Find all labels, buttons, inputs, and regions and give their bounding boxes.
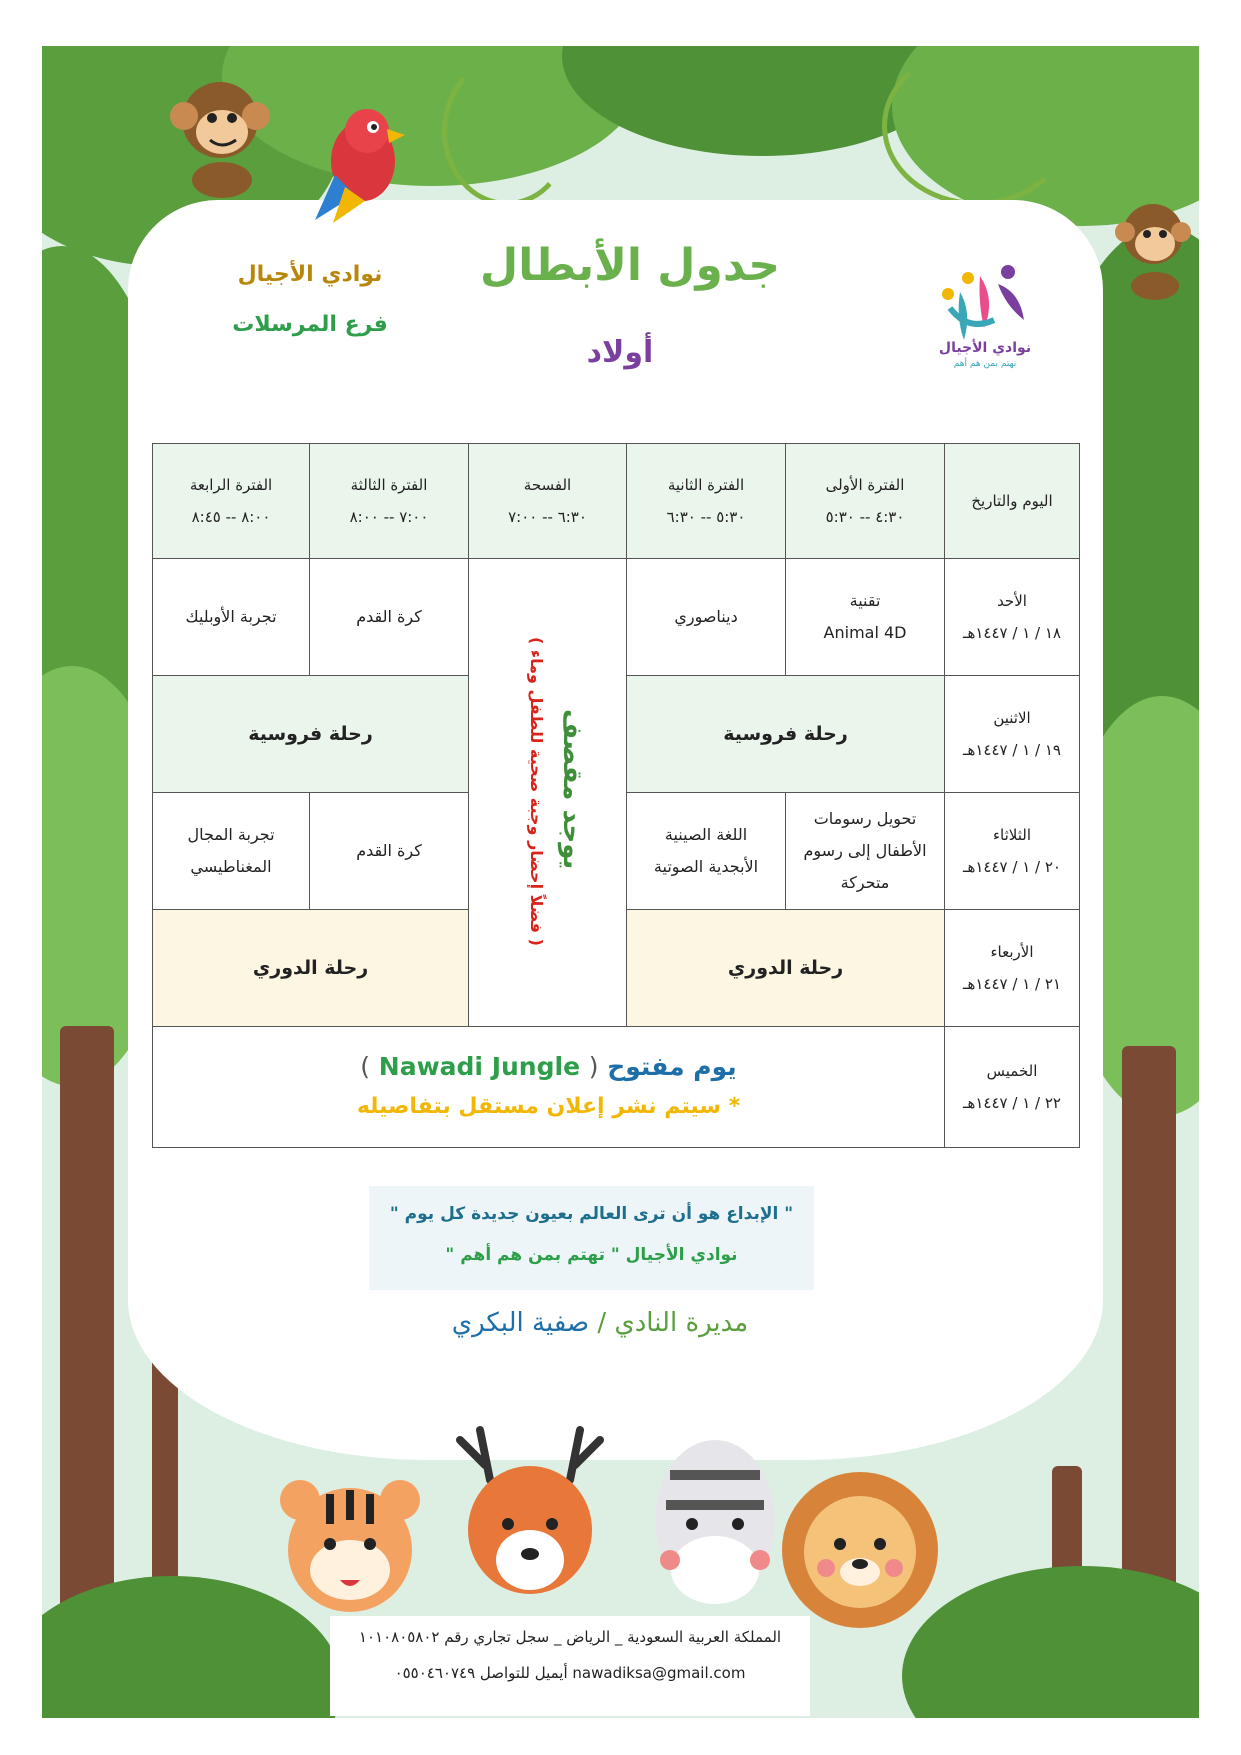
page-title: جدول الأبطال (480, 240, 780, 291)
header-period-3: الفترة الثالثة ٧:٠٠ -- ٨:٠٠ (309, 443, 469, 559)
activity-cell-merged: رحلة الدوري (626, 909, 945, 1027)
open-day-cell (152, 1026, 945, 1148)
vine (442, 56, 572, 206)
header-break: الفسحة ٦:٣٠ -- ٧:٠٠ (468, 443, 627, 559)
open-day-label: يوم مفتوح (607, 1052, 737, 1081)
break-meal-note: ( فضلاً إحضار وجبة صحية للطفل وماء ) (527, 637, 546, 946)
day-cell-wednesday: الأربعاء ٢١ / ١ / ١٤٤٧هـ (944, 909, 1080, 1027)
club-name: نوادي الأجيال (237, 262, 383, 287)
activity-cell: ديناصوري (626, 558, 786, 676)
open-day-paren: ( (588, 1052, 599, 1081)
schedule-table (152, 443, 1080, 1148)
branch-name: فرع المرسلات (232, 312, 388, 337)
logo-tagline: نهتم بمن هم أهم (953, 359, 1017, 369)
open-day-event-name: Nawadi Jungle (378, 1052, 581, 1081)
activity-cell: كرة القدم (309, 792, 469, 910)
header-day-date: اليوم والتاريخ (944, 443, 1080, 559)
activity-cell-merged: رحلة الدوري (152, 909, 469, 1027)
manager-signature (400, 1308, 800, 1338)
page-subtitle: أولاد (586, 335, 654, 370)
activity-cell: تحويل رسومات الأطفال إلى رسوم متحركة (785, 792, 945, 910)
header-period-1: الفترة الأولى ٤:٣٠ -- ٥:٣٠ (785, 443, 945, 559)
parrot-illustration (305, 95, 415, 225)
activity-cell: تجربة المجال المغناطيسي (152, 792, 310, 910)
footer-contact: nawadiksa@gmail.com أيميل للتواصل ٠٥٥٠٤٦٠٧٤٩ (394, 1664, 746, 1682)
day-cell-monday: الاثنين ١٩ / ١ / ١٤٤٧هـ (944, 675, 1080, 793)
monkey-illustration (1105, 190, 1200, 300)
footer-box (330, 1616, 810, 1716)
footer-address: المملكة العربية السعودية _ الرياض _ سجل تجاري رقم ١٠١٠٨٠٥٨٠٢ (358, 1628, 782, 1646)
activity-cell: تقنية Animal 4D (785, 558, 945, 676)
break-cell (468, 558, 627, 1027)
manager-name: صفية البكري (451, 1308, 590, 1338)
header-period-4: الفترة الرابعة ٨:٠٠ -- ٨:٤٥ (152, 443, 310, 559)
day-cell-sunday: الأحد ١٨ / ١ / ١٤٤٧هـ (944, 558, 1080, 676)
open-day-note: * سيتم نشر إعلان مستقل بتفاصيله (356, 1094, 741, 1119)
activity-cell-merged: رحلة فروسية (626, 675, 945, 793)
quote-box (369, 1186, 814, 1290)
day-cell-tuesday: الثلاثاء ٢٠ / ١ / ١٤٤٧هـ (944, 792, 1080, 910)
manager-label: مديرة النادي / (597, 1308, 749, 1338)
activity-cell: اللغة الصينية الأبجدية الصوتية (626, 792, 786, 910)
open-day-paren: ) (360, 1052, 371, 1081)
activity-cell: تجربة الأوبليك (152, 558, 310, 676)
break-canteen-note: يوجد مقصف (557, 709, 587, 870)
lion-illustration (770, 1460, 950, 1630)
activity-cell: كرة القدم (309, 558, 469, 676)
logo-name: نوادي الأجيال (938, 340, 1032, 356)
quote-slogan: نوادي الأجيال " تهتم بمن هم أهم " (445, 1245, 738, 1265)
header-period-2: الفترة الثانية ٥:٣٠ -- ٦:٣٠ (626, 443, 786, 559)
activity-cell-merged: رحلة فروسية (152, 675, 469, 793)
deer-illustration (420, 1420, 640, 1620)
open-day-line (360, 1047, 736, 1087)
tiger-illustration (270, 1470, 430, 1630)
vine (882, 46, 1072, 206)
day-cell-thursday: الخميس ٢٢ / ١ / ١٤٤٧هـ (944, 1026, 1080, 1148)
quote-text: " الإبداع هو أن ترى العالم بعيون جديدة كل يوم " (389, 1204, 794, 1224)
monkey-illustration (150, 60, 290, 200)
